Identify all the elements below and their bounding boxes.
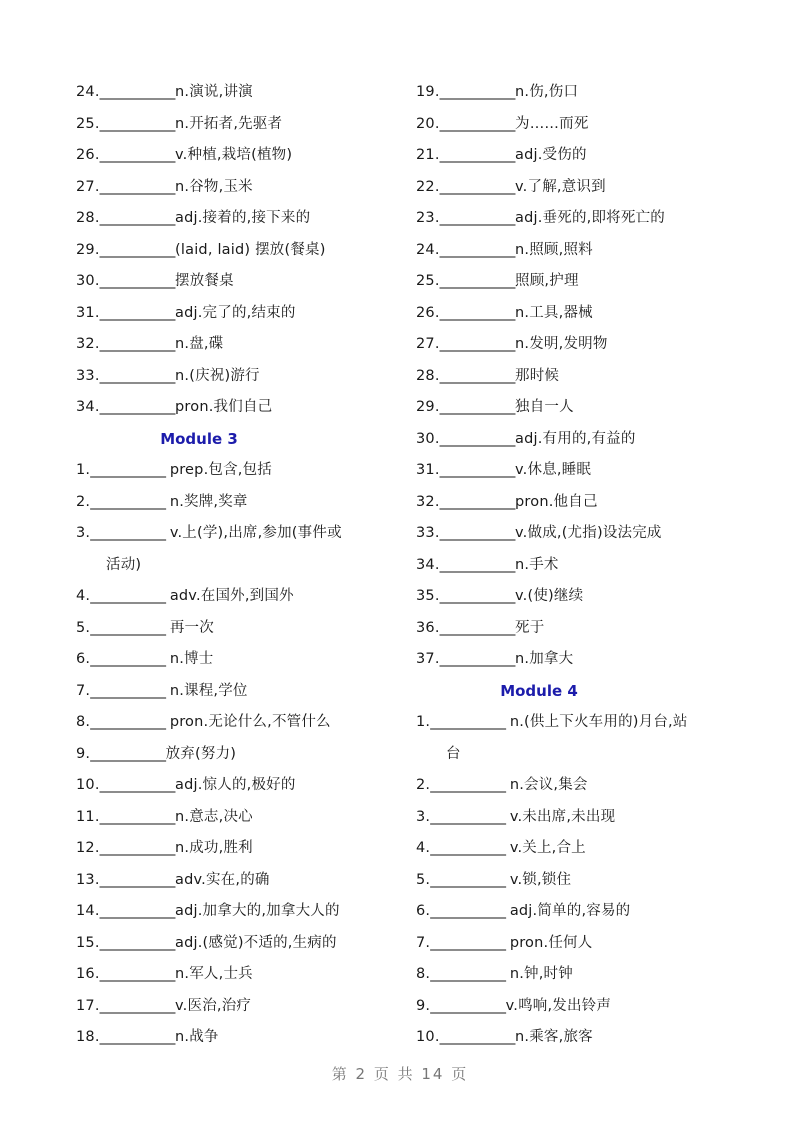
item-number: 19.: [416, 84, 440, 100]
definition-text: v.做成,(尤指)设法完成: [515, 525, 662, 541]
answer-blank[interactable]: ___________: [99, 336, 176, 352]
item-number: 6.: [416, 903, 431, 919]
vocab-item: [76, 487, 406, 519]
definition-text: adj.惊人的,极好的: [175, 777, 296, 793]
item-number: 7.: [416, 934, 431, 951]
answer-blank[interactable]: ___________: [99, 871, 176, 888]
vocab-item: [416, 109, 746, 141]
answer-blank[interactable]: ___________: [430, 808, 510, 825]
definition-text: adj.垂死的,即将死亡的: [515, 210, 665, 226]
vocab-line: [76, 518, 406, 550]
vocab-line: [76, 833, 406, 865]
definition-text: n.乘客,旅客: [515, 1029, 593, 1045]
item-number: 5.: [76, 619, 91, 636]
definition-text: v.关上,合上: [509, 840, 586, 856]
item-number: 10.: [76, 777, 100, 793]
definition-text: n.战争: [175, 1029, 219, 1045]
module-heading: Module 4: [500, 681, 578, 700]
answer-blank[interactable]: ___________: [99, 934, 176, 951]
definition-continuation: 活动): [106, 556, 142, 573]
item-number: 16.: [76, 966, 100, 982]
vocab-item: [76, 865, 406, 897]
answer-blank[interactable]: ___________: [439, 556, 516, 573]
vocab-item: [416, 770, 746, 802]
vocab-line: [76, 455, 406, 487]
item-number: 6.: [76, 651, 91, 667]
vocab-item: [76, 361, 406, 393]
answer-blank[interactable]: ___________: [439, 210, 516, 226]
vocab-line: [416, 707, 746, 739]
definition-text: n.开拓者,先驱者: [175, 115, 283, 132]
item-number: 24.: [416, 241, 440, 258]
vocab-item: [416, 928, 746, 960]
item-number: 18.: [76, 1029, 100, 1045]
vocab-item: [76, 770, 406, 802]
definition-text: 照顾,护理: [515, 273, 579, 289]
answer-blank[interactable]: ___________: [90, 462, 170, 478]
answer-blank[interactable]: ___________: [430, 871, 510, 888]
item-number: 32.: [76, 336, 100, 352]
vocab-line: [76, 172, 406, 204]
answer-blank[interactable]: ___________: [439, 336, 516, 352]
vocab-item: [416, 518, 746, 550]
definition-text: adj.简单的,容易的: [509, 903, 631, 919]
vocab-line: [76, 739, 406, 771]
vocab-item: [416, 487, 746, 519]
vocab-line: [416, 581, 746, 613]
answer-blank[interactable]: ___________: [439, 1029, 516, 1045]
definition-text: v.上(学),出席,参加(事件或: [169, 525, 342, 541]
vocab-item: [76, 298, 406, 330]
item-number: 8.: [416, 966, 431, 982]
answer-blank[interactable]: ___________: [430, 997, 506, 1014]
definition-text: n.(供上下火车用的)月台,站: [509, 714, 688, 730]
answer-blank[interactable]: ___________: [430, 903, 510, 919]
vocab-line: [76, 896, 406, 928]
definition-text: n.演说,讲演: [175, 84, 253, 100]
definition-text: v.未出席,未出现: [509, 808, 616, 825]
definition-text: n.伤,伤口: [515, 84, 579, 100]
vocab-item: [416, 424, 746, 456]
answer-blank[interactable]: ___________: [439, 462, 516, 478]
vocab-item: [416, 235, 746, 267]
definition-text: adj.受伤的: [515, 147, 587, 163]
vocab-line: [76, 266, 406, 298]
page-footer: 第 2 页 共 14 页: [331, 1065, 469, 1083]
vocab-item: [416, 991, 746, 1023]
answer-blank[interactable]: ___________: [90, 745, 166, 762]
item-number: 33.: [416, 525, 440, 541]
right-column: [416, 77, 746, 1054]
answer-blank[interactable]: ___________: [99, 210, 176, 226]
item-number: 8.: [76, 714, 91, 730]
definition-text: n.博士: [169, 651, 214, 667]
vocab-line: [416, 959, 746, 991]
answer-blank[interactable]: ___________: [439, 304, 516, 321]
definition-text: 独自一人: [515, 399, 574, 415]
answer-blank[interactable]: ___________: [430, 934, 510, 951]
vocab-line: [416, 361, 746, 393]
answer-blank[interactable]: ___________: [90, 493, 170, 510]
definition-text: n.军人,士兵: [175, 966, 253, 982]
answer-blank[interactable]: ___________: [439, 273, 516, 289]
answer-blank[interactable]: ___________: [439, 525, 516, 541]
vocab-line: [76, 298, 406, 330]
vocab-item: [416, 550, 746, 582]
definition-text: pron.任何人: [509, 934, 593, 951]
item-number: 35.: [416, 588, 440, 604]
item-number: 32.: [416, 493, 440, 510]
definition-text: n.盘,碟: [175, 336, 224, 352]
answer-blank[interactable]: ___________: [439, 115, 516, 132]
definition-text: v.鸣响,发出铃声: [505, 997, 612, 1014]
answer-blank[interactable]: ___________: [99, 1029, 176, 1045]
item-number: 22.: [416, 178, 440, 195]
answer-blank[interactable]: ___________: [439, 84, 516, 100]
vocab-item: [76, 676, 406, 708]
answer-blank[interactable]: ___________: [439, 367, 516, 384]
vocab-line: [76, 991, 406, 1023]
vocab-item: [76, 959, 406, 991]
answer-blank[interactable]: ___________: [90, 525, 170, 541]
definition-text: adj.有用的,有益的: [515, 430, 636, 447]
definition-text: n.(庆祝)游行: [175, 367, 260, 384]
answer-blank[interactable]: ___________: [430, 840, 510, 856]
vocab-item: [76, 991, 406, 1023]
item-number: 20.: [416, 115, 440, 132]
item-number: 28.: [76, 210, 100, 226]
answer-blank[interactable]: ___________: [439, 493, 516, 510]
vocab-line: [416, 109, 746, 141]
definition-text: v.医治,治疗: [175, 997, 252, 1014]
vocab-line: [76, 361, 406, 393]
vocab-line: [416, 140, 746, 172]
definition-text: pron.他自己: [515, 493, 598, 510]
vocab-line: [416, 172, 746, 204]
answer-blank[interactable]: ___________: [99, 367, 176, 384]
vocab-item: [416, 581, 746, 613]
definition-continuation: 台: [446, 745, 461, 762]
vocab-line: [416, 928, 746, 960]
item-number: 1.: [416, 714, 431, 730]
vocab-line: [76, 770, 406, 802]
definition-text: adj.接着的,接下来的: [175, 210, 311, 226]
item-number: 13.: [76, 871, 100, 888]
vocab-item: [76, 518, 406, 581]
item-number: 31.: [76, 304, 100, 321]
vocab-item: [76, 707, 406, 739]
definition-text: n.谷物,玉米: [175, 178, 253, 195]
left-column: [76, 77, 406, 1054]
vocab-item: [416, 833, 746, 865]
item-number: 29.: [416, 399, 440, 415]
item-number: 9.: [416, 997, 431, 1014]
vocab-line: [76, 1022, 406, 1054]
item-number: 9.: [76, 745, 91, 762]
answer-blank[interactable]: ___________: [99, 115, 176, 132]
answer-blank[interactable]: ___________: [430, 714, 510, 730]
vocab-item: [76, 644, 406, 676]
definition-text: n.课程,学位: [169, 682, 248, 699]
item-number: 33.: [76, 367, 100, 384]
item-number: 11.: [76, 808, 100, 825]
answer-blank[interactable]: ___________: [439, 178, 516, 195]
answer-blank[interactable]: ___________: [430, 966, 510, 982]
vocab-line: [416, 770, 746, 802]
definition-text: adv.在国外,到国外: [169, 588, 294, 604]
vocab-item: [76, 77, 406, 109]
item-number: 27.: [416, 336, 440, 352]
definition-text: adv.实在,的确: [175, 871, 270, 888]
vocab-item: [416, 896, 746, 928]
vocab-item: [416, 329, 746, 361]
item-number: 3.: [76, 525, 91, 541]
vocab-item: [416, 203, 746, 235]
definition-text: 再一次: [169, 619, 214, 636]
vocab-line: [416, 329, 746, 361]
vocab-item: [416, 455, 746, 487]
item-number: 29.: [76, 241, 100, 258]
definition-text: adj.(感觉)不适的,生病的: [175, 934, 337, 951]
vocab-item: [76, 329, 406, 361]
item-number: 28.: [416, 367, 440, 384]
item-number: 24.: [76, 84, 100, 100]
answer-blank[interactable]: ___________: [90, 619, 170, 636]
answer-blank[interactable]: ___________: [439, 430, 516, 447]
vocab-item: [76, 235, 406, 267]
item-number: 4.: [416, 840, 431, 856]
vocab-line: [416, 487, 746, 519]
definition-text: n.加拿大: [515, 651, 574, 667]
item-number: 30.: [76, 273, 100, 289]
answer-blank[interactable]: ___________: [430, 777, 510, 793]
vocab-item: [76, 140, 406, 172]
vocab-item: [416, 802, 746, 834]
item-number: 7.: [76, 682, 91, 699]
definition-text: n.钟,时钟: [509, 966, 573, 982]
vocab-item: [416, 1022, 746, 1054]
vocab-line: [416, 518, 746, 550]
definition-text: (laid, laid) 摆放(餐桌): [175, 241, 326, 258]
vocab-line: [416, 266, 746, 298]
answer-blank[interactable]: ___________: [439, 588, 516, 604]
vocab-line: [76, 487, 406, 519]
vocab-item: [76, 1022, 406, 1054]
item-number: 1.: [76, 462, 91, 478]
answer-blank[interactable]: ___________: [439, 241, 516, 258]
definition-text: 死于: [515, 619, 545, 636]
module-heading: Module 3: [160, 429, 238, 448]
vocab-line: [76, 959, 406, 991]
definition-text: pron.我们自己: [175, 399, 273, 415]
vocab-line: [416, 203, 746, 235]
answer-blank[interactable]: ___________: [439, 619, 516, 636]
item-number: 14.: [76, 903, 100, 919]
vocab-line: [416, 865, 746, 897]
item-number: 25.: [416, 273, 440, 289]
item-number: 26.: [416, 304, 440, 321]
vocab-item: [76, 802, 406, 834]
vocab-line: [76, 644, 406, 676]
vocab-item: [76, 455, 406, 487]
vocab-item: [76, 739, 406, 771]
definition-text: n.成功,胜利: [175, 840, 253, 856]
definition-text: v.(使)继续: [515, 588, 584, 604]
vocab-line: [76, 928, 406, 960]
vocab-item: [416, 266, 746, 298]
answer-blank[interactable]: ___________: [99, 304, 176, 321]
definition-text: n.会议,集会: [509, 777, 588, 793]
answer-blank[interactable]: ___________: [99, 241, 176, 258]
item-number: 10.: [416, 1029, 440, 1045]
vocab-item: [76, 581, 406, 613]
vocab-item: [416, 707, 746, 770]
definition-text: n.奖牌,奖章: [169, 493, 248, 510]
vocab-item: [416, 361, 746, 393]
vocab-item: [76, 928, 406, 960]
vocab-line: [76, 676, 406, 708]
vocab-item: [416, 298, 746, 330]
vocab-line: [76, 392, 406, 424]
answer-blank[interactable]: ___________: [99, 966, 176, 982]
vocab-line: [416, 550, 746, 582]
vocab-line: [416, 644, 746, 676]
vocab-line: [416, 896, 746, 928]
answer-blank[interactable]: ___________: [99, 399, 176, 415]
answer-blank[interactable]: ___________: [439, 651, 516, 667]
definition-text: 放弃(努力): [165, 745, 237, 762]
item-number: 37.: [416, 651, 440, 667]
answer-blank[interactable]: ___________: [90, 651, 170, 667]
answer-blank[interactable]: ___________: [90, 682, 170, 699]
definition-text: n.工具,器械: [515, 304, 593, 321]
vocab-item: [416, 959, 746, 991]
definition-text: adj.完了的,结束的: [175, 304, 296, 321]
item-number: 15.: [76, 934, 100, 951]
vocab-line: [416, 77, 746, 109]
item-number: 25.: [76, 115, 100, 132]
vocab-line: [416, 802, 746, 834]
vocab-item: [416, 613, 746, 645]
definition-text: adj.加拿大的,加拿大人的: [175, 903, 340, 919]
vocab-item: [416, 172, 746, 204]
vocab-item: [76, 172, 406, 204]
definition-text: v.锁,锁住: [509, 871, 572, 888]
vocab-line: [76, 802, 406, 834]
answer-blank[interactable]: ___________: [90, 714, 170, 730]
vocab-item: [76, 833, 406, 865]
answer-blank[interactable]: ___________: [99, 84, 176, 100]
vocab-line: [416, 1022, 746, 1054]
definition-text: 那时候: [515, 367, 560, 384]
item-number: 2.: [76, 493, 91, 510]
vocab-line: [416, 298, 746, 330]
vocab-line: [416, 235, 746, 267]
vocab-item: [416, 865, 746, 897]
vocab-item: [76, 109, 406, 141]
vocab-line: [76, 865, 406, 897]
definition-text: prep.包含,包括: [169, 462, 273, 478]
vocab-line: [416, 991, 746, 1023]
vocab-line: [76, 235, 406, 267]
definition-text: v.休息,睡眠: [515, 462, 592, 478]
vocab-line: [76, 203, 406, 235]
vocab-item: [76, 266, 406, 298]
vocab-line: [76, 329, 406, 361]
vocab-line: [76, 707, 406, 739]
definition-text: n.意志,决心: [175, 808, 253, 825]
vocab-item: [416, 77, 746, 109]
vocab-item: [76, 392, 406, 424]
vocab-line: [76, 109, 406, 141]
item-number: 27.: [76, 178, 100, 195]
definition-text: 为……而死: [515, 115, 589, 132]
item-number: 23.: [416, 210, 440, 226]
answer-blank[interactable]: ___________: [99, 840, 176, 856]
item-number: 2.: [416, 777, 431, 793]
item-number: 17.: [76, 997, 100, 1014]
vocab-item: [416, 140, 746, 172]
answer-blank[interactable]: ___________: [439, 147, 516, 163]
definition-text: pron.无论什么,不管什么: [169, 714, 331, 730]
item-number: 30.: [416, 430, 440, 447]
answer-blank[interactable]: ___________: [99, 147, 176, 163]
item-number: 4.: [76, 588, 91, 604]
vocab-item: [416, 644, 746, 676]
answer-blank[interactable]: ___________: [99, 777, 176, 793]
answer-blank[interactable]: ___________: [99, 178, 176, 195]
vocab-line: [76, 140, 406, 172]
answer-blank[interactable]: ___________: [99, 273, 176, 289]
definition-text: 摆放餐桌: [175, 273, 234, 289]
item-number: 5.: [416, 871, 431, 888]
item-number: 12.: [76, 840, 100, 856]
vocab-line: [416, 392, 746, 424]
item-number: 36.: [416, 619, 440, 636]
answer-blank[interactable]: ___________: [99, 997, 176, 1014]
vocab-line: [76, 77, 406, 109]
vocab-item: [76, 896, 406, 928]
vocab-item: [76, 613, 406, 645]
item-number: 26.: [76, 147, 100, 163]
item-number: 31.: [416, 462, 440, 478]
vocab-line: [416, 455, 746, 487]
answer-blank[interactable]: ___________: [90, 588, 170, 604]
definition-text: n.发明,发明物: [515, 336, 608, 352]
vocab-line: [76, 613, 406, 645]
item-number: 34.: [416, 556, 440, 573]
vocab-line: [416, 833, 746, 865]
vocab-line: [416, 424, 746, 456]
item-number: 3.: [416, 808, 431, 825]
item-number: 34.: [76, 399, 100, 415]
vocab-line: [416, 613, 746, 645]
definition-text: v.种植,栽培(植物): [175, 147, 293, 163]
answer-blank[interactable]: ___________: [439, 399, 516, 415]
definition-text: v.了解,意识到: [515, 178, 606, 195]
answer-blank[interactable]: ___________: [99, 903, 176, 919]
definition-text: n.手术: [515, 556, 559, 573]
definition-text: n.照顾,照料: [515, 241, 593, 258]
vocab-item: [416, 392, 746, 424]
answer-blank[interactable]: ___________: [99, 808, 176, 825]
vocab-item: [76, 203, 406, 235]
item-number: 21.: [416, 147, 440, 163]
vocab-line: [76, 581, 406, 613]
